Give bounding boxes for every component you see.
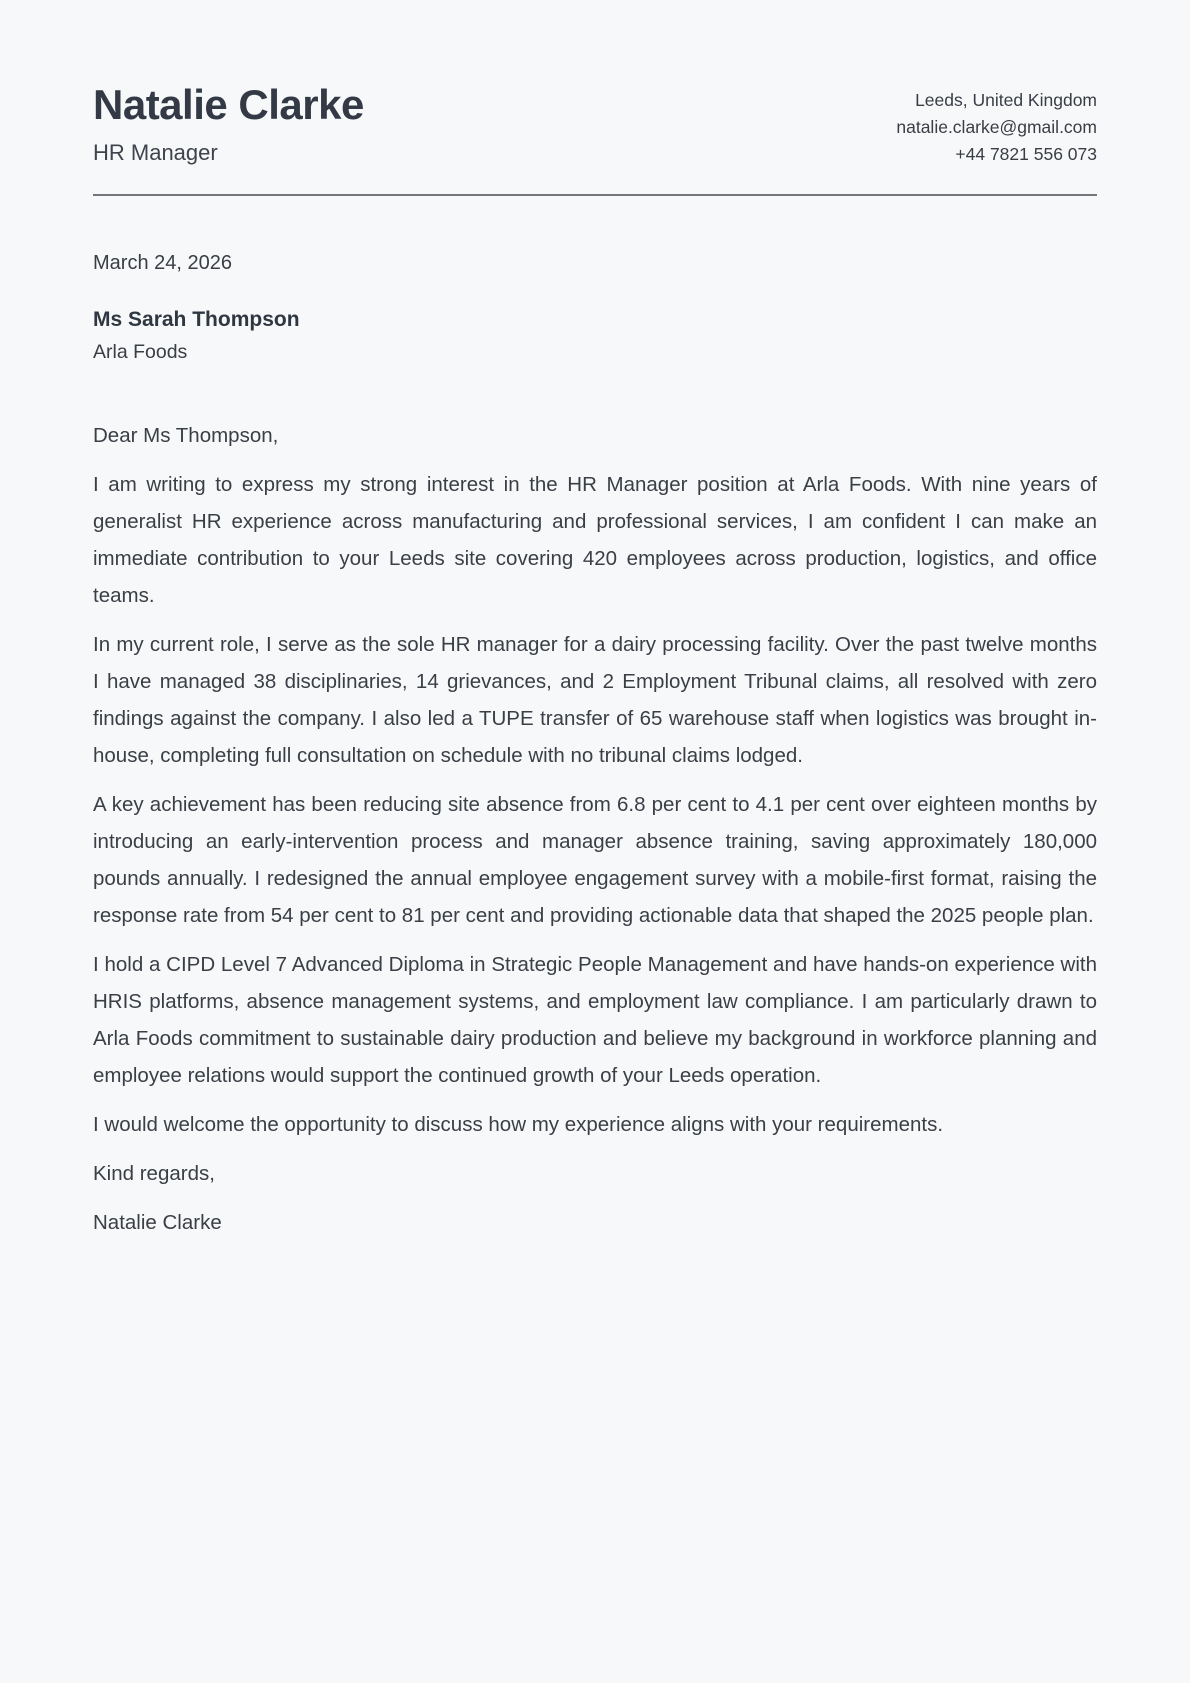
body-paragraph: In my current role, I serve as the sole HR manager for a dairy processing facility. Over the past twelve months I have managed 38 disciplinaries, 14 grievances, and 2 Employment Tribunal claims, all resolved with zero findings against the company. I also led a TUPE transfer of 65 warehouse staff when logistics was brought in-house, completing full consultation on schedule with no tribunal claims lodged. bbox=[93, 633, 1097, 767]
recipient-name: Ms Sarah Thompson bbox=[93, 308, 300, 331]
sender-name: Natalie Clarke bbox=[93, 81, 364, 128]
salutation: Dear Ms Thompson, bbox=[93, 424, 279, 447]
letter-header bbox=[93, 82, 1097, 168]
sign-off: Kind regards, bbox=[93, 1162, 215, 1185]
signature: Natalie Clarke bbox=[93, 1211, 222, 1234]
recipient-company: Arla Foods bbox=[93, 341, 188, 363]
contact-phone: +44 7821 556 073 bbox=[955, 144, 1097, 164]
closing-line: I would welcome the opportunity to discuss how my experience aligns with your requirements. bbox=[93, 1113, 944, 1136]
contact-block bbox=[896, 87, 1097, 168]
recipient-block bbox=[93, 308, 1097, 364]
contact-location: Leeds, United Kingdom bbox=[915, 90, 1097, 110]
body-paragraph: I am writing to express my strong interest in the HR Manager position at Arla Foods. With nine years of generalist HR experience across manufacturing and professional services, I am confident I can make an immediate contribution to your Leeds site covering 420 employees across production, logistics, and office teams. bbox=[93, 473, 1097, 607]
header-divider bbox=[93, 194, 1097, 196]
sender-job-title: HR Manager bbox=[93, 140, 218, 166]
body-paragraph: A key achievement has been reducing site absence from 6.8 per cent to 4.1 per cent over eighteen months by introducing an early-intervention process and manager absence training, saving approximately 180,000 pounds annually. I redesigned the annual employee engagement survey with a mobile-first format, raising the response rate from 54 per cent to 81 per cent and providing actionable data that shaped the 2025 people plan. bbox=[93, 793, 1097, 927]
body-paragraph: I hold a CIPD Level 7 Advanced Diploma in Strategic People Management and have hands-on experience with HRIS platforms, absence management systems, and employment law compliance. I am particularly drawn to Arla Foods commitment to sustainable dairy production and believe my background in workforce planning and employee relations would support the continued growth of your Leeds operation. bbox=[93, 953, 1097, 1087]
contact-email: natalie.clarke@gmail.com bbox=[896, 117, 1097, 137]
sender-identity bbox=[93, 82, 364, 166]
letter-body bbox=[93, 466, 1097, 1241]
letter-date: March 24, 2026 bbox=[93, 252, 232, 274]
